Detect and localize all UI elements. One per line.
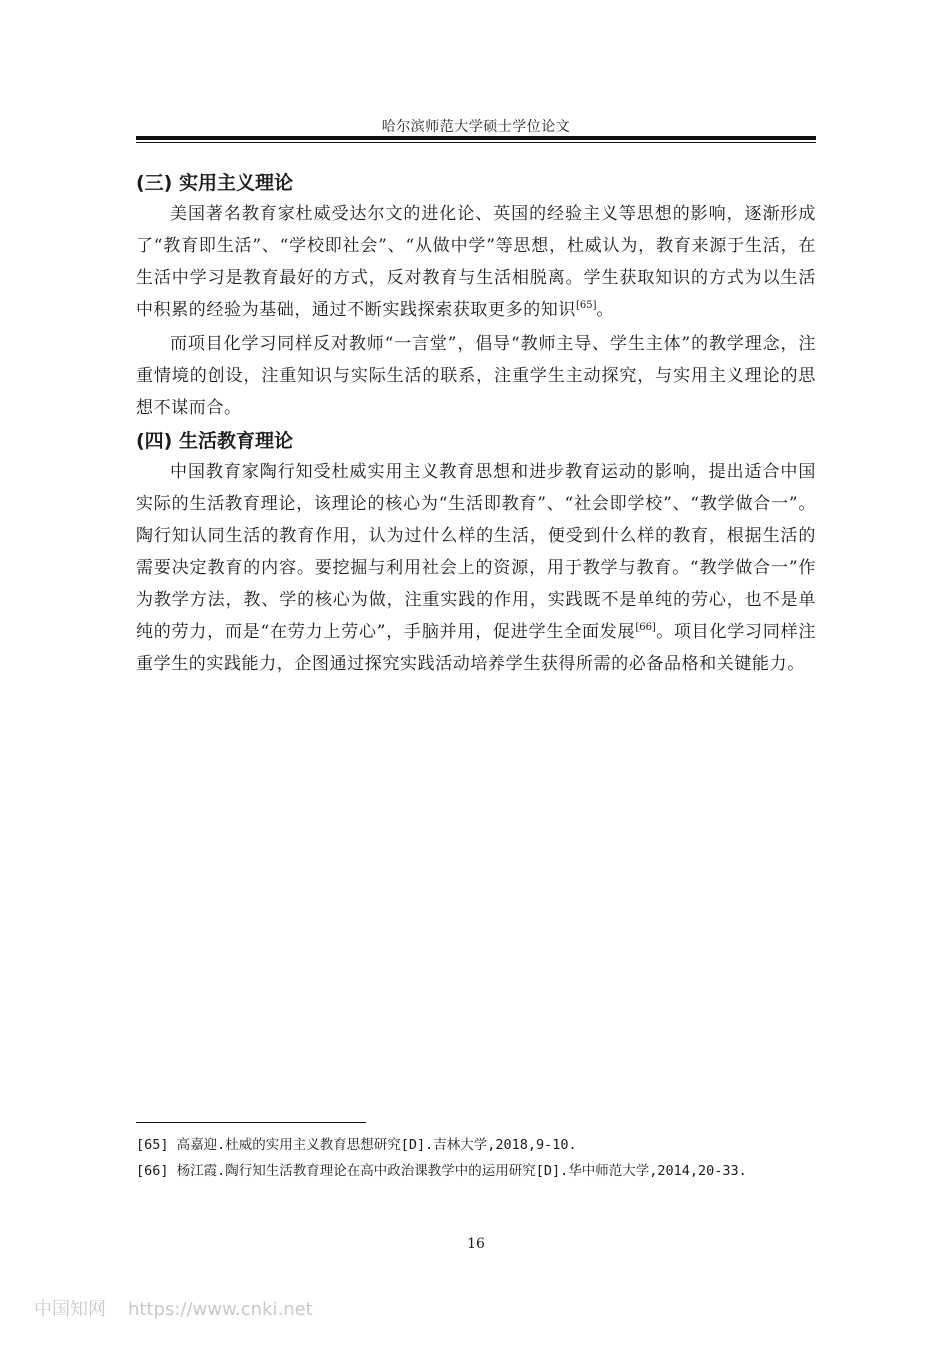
footnote-65: [65] 高嘉迎.杜威的实用主义教育思想研究[D].吉林大学,2018,9-10.	[136, 1137, 577, 1153]
citation-65[interactable]: [65]	[576, 300, 597, 311]
header-rule	[136, 136, 816, 140]
paragraph-text-tail: 。项目化学习同样注重学生的实践能力，企图通过探究实践活动培养学生获得所需的必备品格和关键能力。	[136, 622, 816, 674]
paragraph-text-tail: 。	[596, 300, 615, 320]
watermark-url[interactable]: https://www.cnki.net	[128, 1299, 313, 1320]
paragraph	[136, 198, 816, 326]
footnotes	[136, 1132, 756, 1184]
footnote-66: [66] 杨江霞.陶行知生活教育理论在高中政治课教学中的运用研究[D].华中师范大学,2014,20-33.	[136, 1163, 747, 1179]
page-number: 16	[467, 1236, 485, 1252]
footnote-separator	[136, 1122, 366, 1123]
watermark-brand: 中国知网	[34, 1299, 106, 1320]
paragraph	[136, 328, 816, 424]
header-rule-thin	[136, 142, 816, 143]
paragraph-text: 美国著名教育家杜威受达尔文的进化论、英国的经验主义等思想的影响，逐渐形成了“教育即生活”、“学校即社会”、“从做中学”等思想，杜威认为，教育来源于生活，在生活中学习是教育最好的方式，反对教育与生活相脱离。学生获取知识的方式为以生活中积累的经验为基础，通过不断实践探索获取更多的知识	[136, 204, 816, 320]
running-header: 哈尔滨师范大学硕士学位论文	[381, 119, 571, 135]
citation-66[interactable]: [66]	[635, 622, 656, 633]
paragraph	[136, 456, 816, 680]
cnki-watermark	[34, 1295, 313, 1321]
section-heading-pragmatism: (三) 实用主义理论	[136, 172, 293, 194]
section-heading-life-education: (四) 生活教育理论	[136, 430, 293, 452]
paragraph-text: 中国教育家陶行知受杜威实用主义教育思想和进步教育运动的影响，提出适合中国实际的生活教育理论，该理论的核心为“生活即教育”、“社会即学校”、“教学做合一”。陶行知认同生活的教育作用，认为过什么样的生活，便受到什么样的教育，根据生活的需要决定教育的内容。要挖掘与利用社会上的资源，用于教学与教育。“教学做合一”作为教学方法，教、学的核心为做，注重实践的作用，实践既不是单纯的劳心，也不是单纯的劳力，而是“在劳力上劳心”，手脑并用，促进学生全面发展	[136, 462, 816, 642]
paragraph-text: 而项目化学习同样反对教师“一言堂”，倡导“教师主导、学生主体”的教学理念，注重情境的创设，注重知识与实际生活的联系，注重学生主动探究，与实用主义理论的思想不谋而合。	[136, 334, 816, 418]
main-content	[136, 168, 816, 682]
